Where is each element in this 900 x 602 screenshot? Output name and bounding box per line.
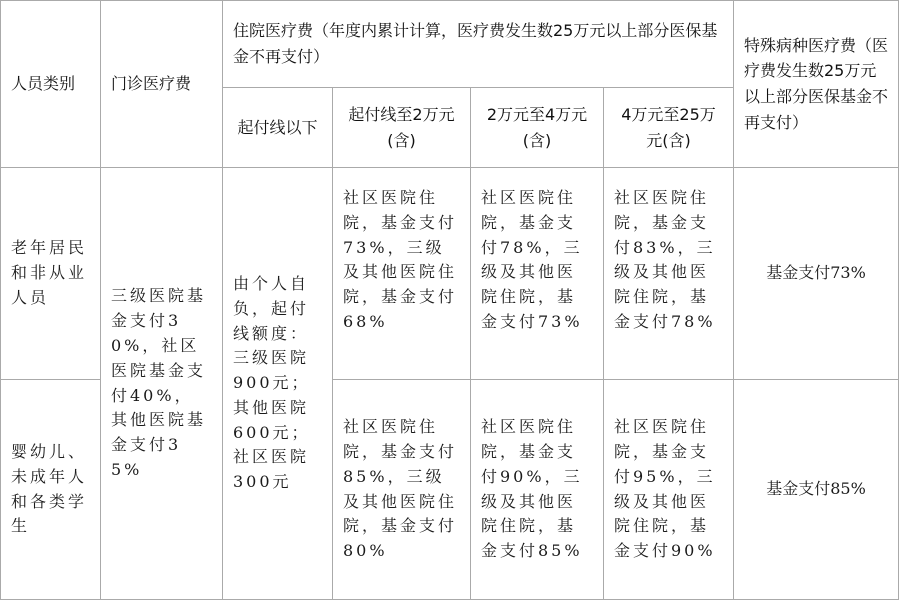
below-threshold-cell: 由个人自负，起付线额度：三级医院900元；其他医院600元；社区医院300元 [223,168,333,600]
header-row-1 [1,1,899,88]
header-4w-to-25w: 4万元至25万元(含) [604,88,734,168]
2w-to-4w-cell: 社区医院住院，基金支付78%，三级及其他医院住院，基金支付73% [471,168,604,380]
outpatient-cell: 三级医院基金支付30%，社区医院基金支付40%，其他医院基金支付35% [101,168,223,600]
header-inpatient: 住院医疗费（年度内累计计算，医疗费发生数25万元以上部分医保基金不再支付） [223,1,734,88]
header-threshold-to-2w: 起付线至2万元(含) [333,88,471,168]
header-outpatient: 门诊医疗费 [101,1,223,168]
header-below-threshold: 起付线以下 [223,88,333,168]
header-special-disease: 特殊病种医疗费（医疗费发生数25万元以上部分医保基金不再支付） [734,1,899,168]
4w-to-25w-cell: 社区医院住院，基金支付95%，三级及其他医院住院，基金支付90% [604,380,734,600]
special-disease-cell: 基金支付85% [734,380,899,600]
table-row [1,168,899,380]
category-cell: 老年居民和非从业人员 [1,168,101,380]
category-cell: 婴幼儿、未成年人和各类学生 [1,380,101,600]
header-category: 人员类别 [1,1,101,168]
special-disease-cell: 基金支付73% [734,168,899,380]
2w-to-4w-cell: 社区医院住院，基金支付90%，三级及其他医院住院，基金支付85% [471,380,604,600]
4w-to-25w-cell: 社区医院住院，基金支付83%，三级及其他医院住院，基金支付78% [604,168,734,380]
threshold-to-2w-cell: 社区医院住院，基金支付85%，三级及其他医院住院，基金支付80% [333,380,471,600]
threshold-to-2w-cell: 社区医院住院，基金支付73%，三级及其他医院住院，基金支付68% [333,168,471,380]
header-2w-to-4w: 2万元至4万元(含) [471,88,604,168]
